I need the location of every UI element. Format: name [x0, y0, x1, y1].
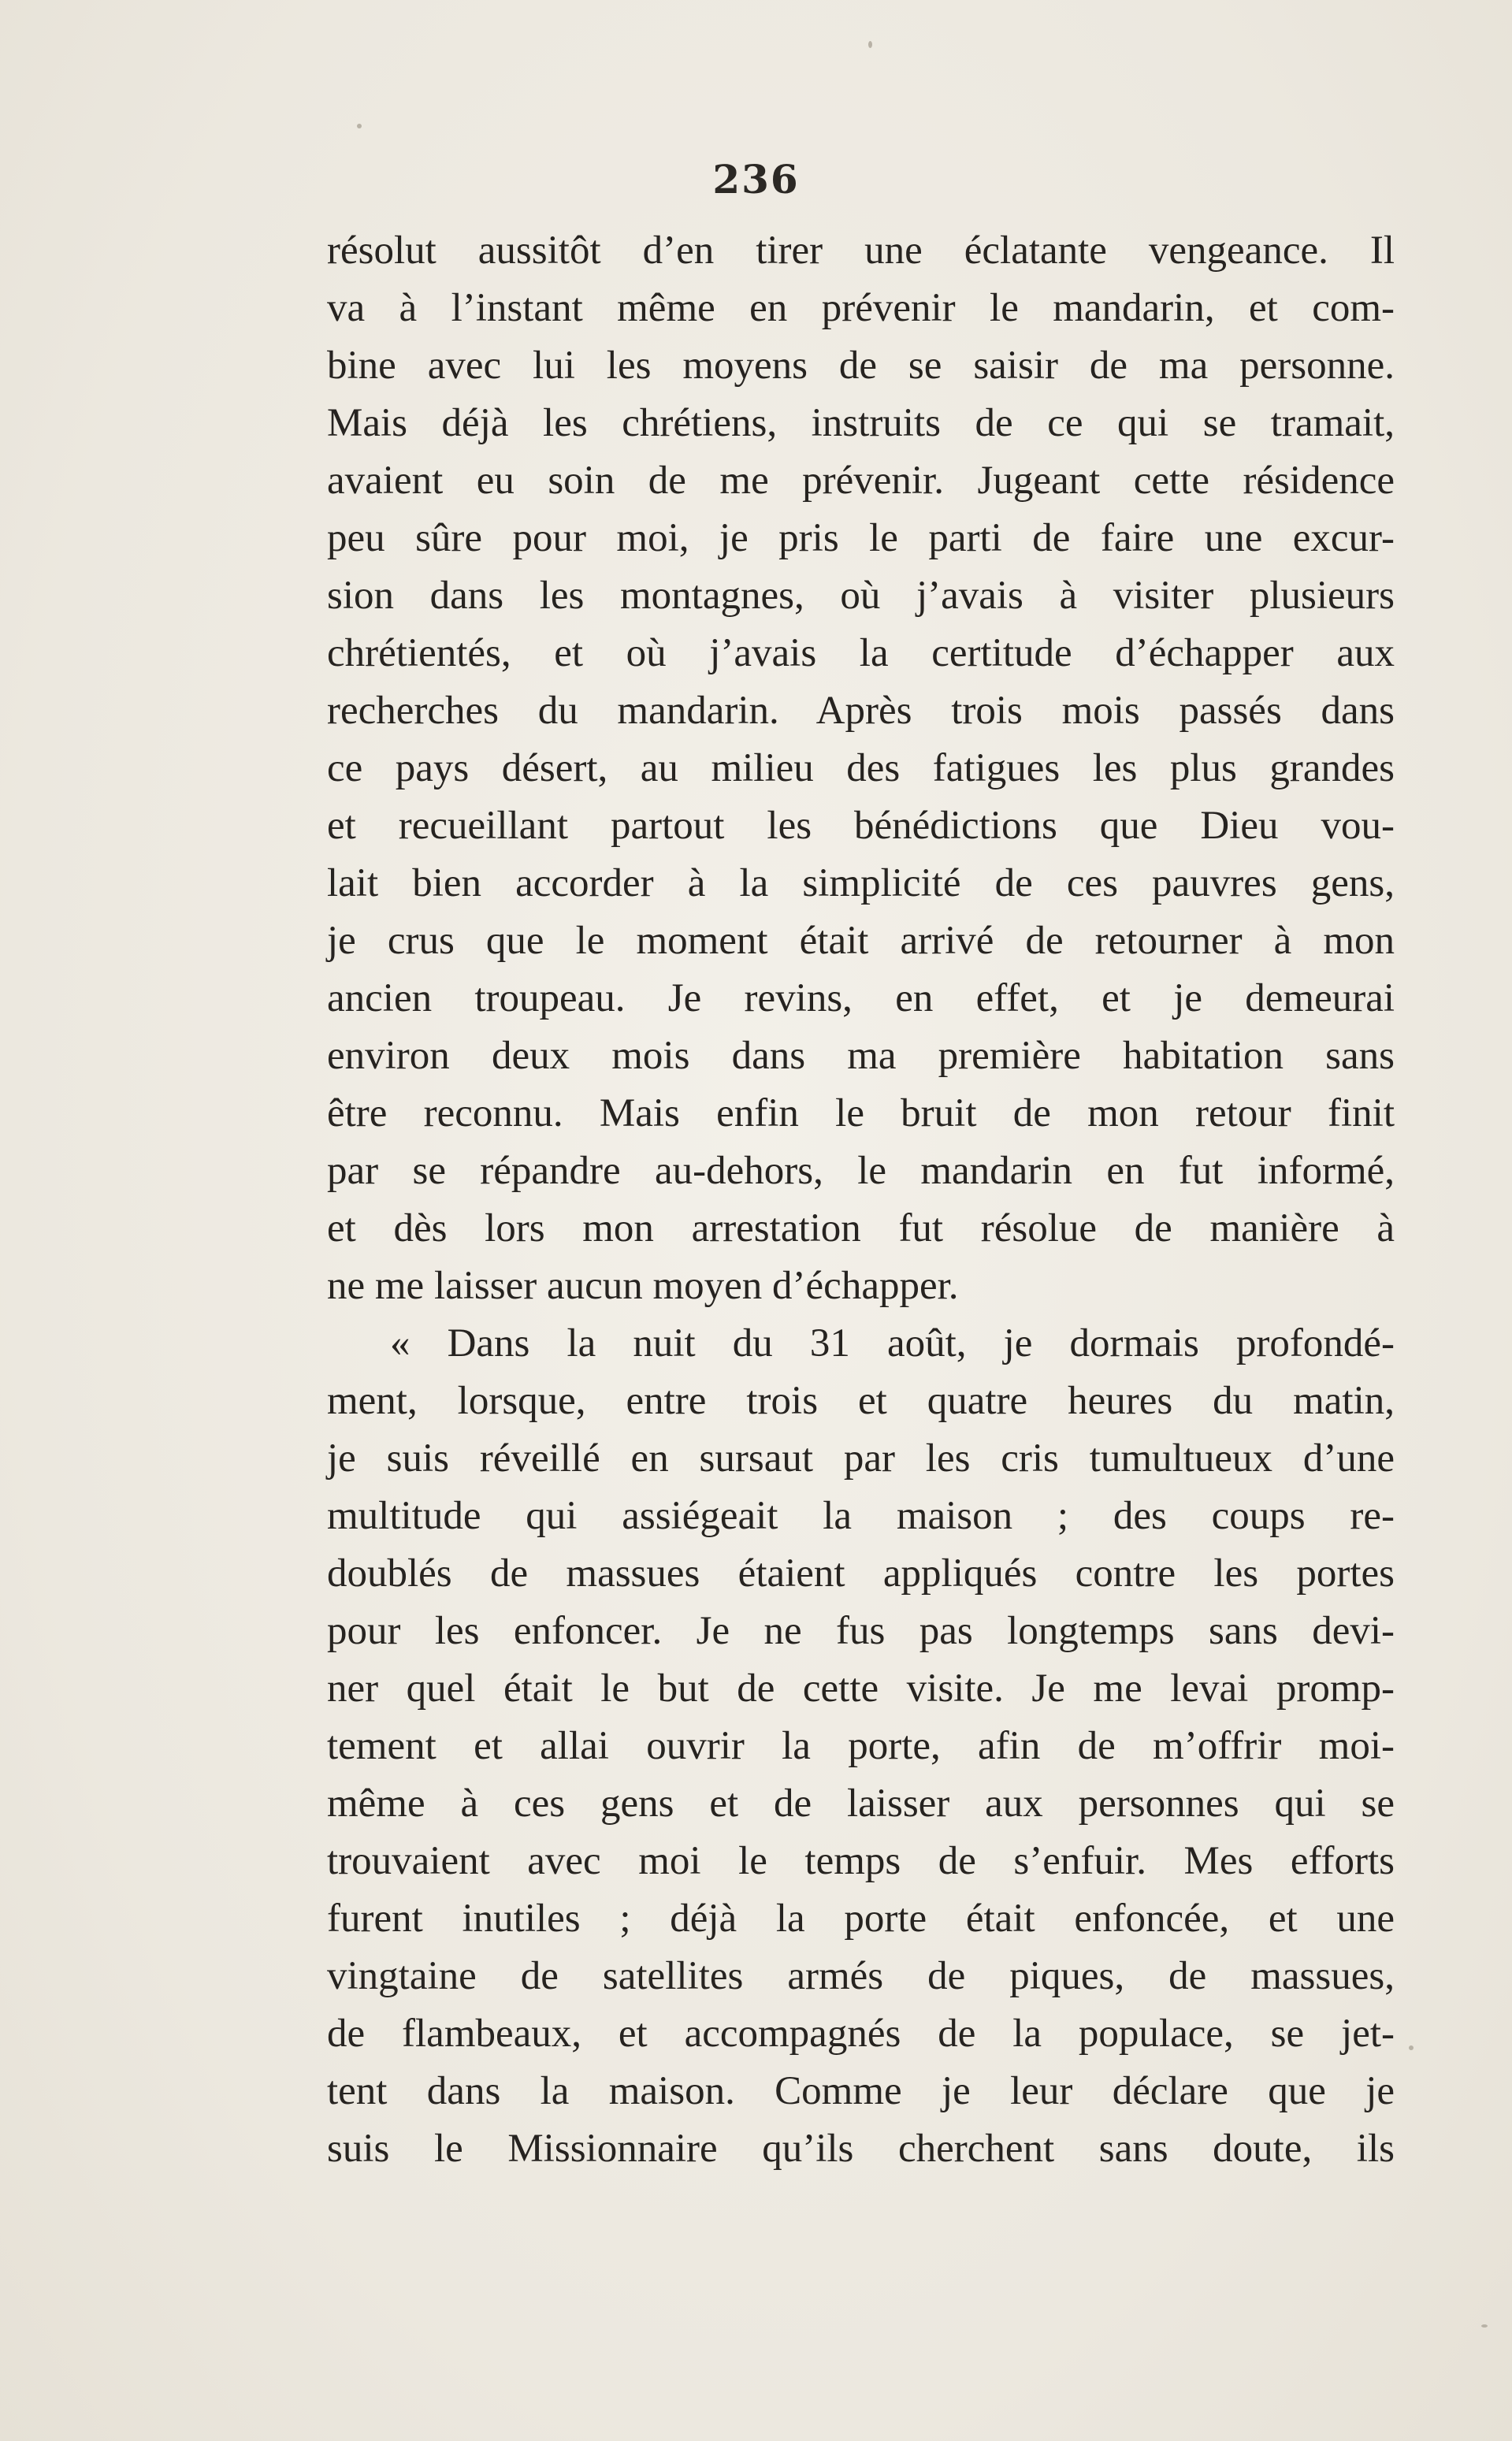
text-line: suis le Missionnaire qu’ils cherchent sans doute, ils: [327, 2127, 1395, 2171]
text-line: sion dans les montagnes, où j’avais à visiter plusieurs: [327, 574, 1395, 618]
text-line: multitude qui assiégeait la maison ; des coups re-: [327, 1494, 1395, 1538]
text-line: Mais déjà les chrétiens, instruits de ce qui se tramait,: [327, 401, 1395, 445]
paragraph-start-line: « Dans la nuit du 31 août, je dormais profondé-: [390, 1321, 1395, 1365]
text-line: ner quel était le but de cette visite. Je me levai promp-: [327, 1666, 1395, 1711]
text-line: ment, lorsque, entre trois et quatre heures du matin,: [327, 1379, 1395, 1423]
text-line: de flambeaux, et accompagnés de la populace, se jet-: [327, 2012, 1395, 2056]
text-line: lait bien accorder à la simplicité de ces pauvres gens,: [327, 861, 1395, 905]
paper-speck: [1481, 2324, 1488, 2328]
text-line: ancien troupeau. Je revins, en effet, et je demeurai: [327, 976, 1395, 1020]
paper-speck: [868, 41, 872, 48]
text-line: par se répandre au-dehors, le mandarin en fut informé,: [327, 1149, 1395, 1193]
text-line: bine avec lui les moyens de se saisir de ma personne.: [327, 344, 1395, 388]
body-text: [327, 222, 1395, 2178]
text-line: je suis réveillé en sursaut par les cris tumultueux d’une: [327, 1436, 1395, 1481]
paper-speck: [357, 124, 362, 128]
paragraph-end-line: ne me laisser aucun moyen d’échapper.: [327, 1264, 959, 1308]
text-line: et dès lors mon arrestation fut résolue de manière à: [327, 1206, 1395, 1250]
text-line: résolut aussitôt d’en tirer une éclatante vengeance. Il: [327, 228, 1395, 273]
text-line: pour les enfoncer. Je ne fus pas longtemps sans devi-: [327, 1609, 1395, 1653]
text-line: peu sûre pour moi, je pris le parti de faire une excur-: [327, 516, 1395, 560]
text-line: environ deux mois dans ma première habitation sans: [327, 1034, 1395, 1078]
text-line: avaient eu soin de me prévenir. Jugeant cette résidence: [327, 459, 1395, 503]
text-line: je crus que le moment était arrivé de retourner à mon: [327, 919, 1395, 963]
text-line: va à l’instant même en prévenir le mandarin, et com-: [327, 286, 1395, 330]
text-line: être reconnu. Mais enfin le bruit de mon retour finit: [327, 1091, 1395, 1135]
text-line: tent dans la maison. Comme je leur déclare que je: [327, 2069, 1395, 2113]
text-line: recherches du mandarin. Après trois mois passés dans: [327, 689, 1395, 733]
text-line: ce pays désert, au milieu des fatigues les plus grandes: [327, 746, 1395, 790]
paper-speck: [1409, 2045, 1414, 2050]
text-line: et recueillant partout les bénédictions que Dieu vou-: [327, 804, 1395, 848]
text-line: trouvaient avec moi le temps de s’enfuir. Mes efforts: [327, 1839, 1395, 1883]
page-number: 236: [712, 156, 800, 202]
text-line: vingtaine de satellites armés de piques, de massues,: [327, 1954, 1395, 1998]
text-line: tement et allai ouvrir la porte, afin de m’offrir moi-: [327, 1724, 1395, 1768]
text-line: chrétientés, et où j’avais la certitude d’échapper aux: [327, 631, 1395, 675]
text-line: furent inutiles ; déjà la porte était enfoncée, et une: [327, 1897, 1395, 1941]
text-line: doublés de massues étaient appliqués contre les portes: [327, 1551, 1395, 1596]
text-line: même à ces gens et de laisser aux personnes qui se: [327, 1782, 1395, 1826]
